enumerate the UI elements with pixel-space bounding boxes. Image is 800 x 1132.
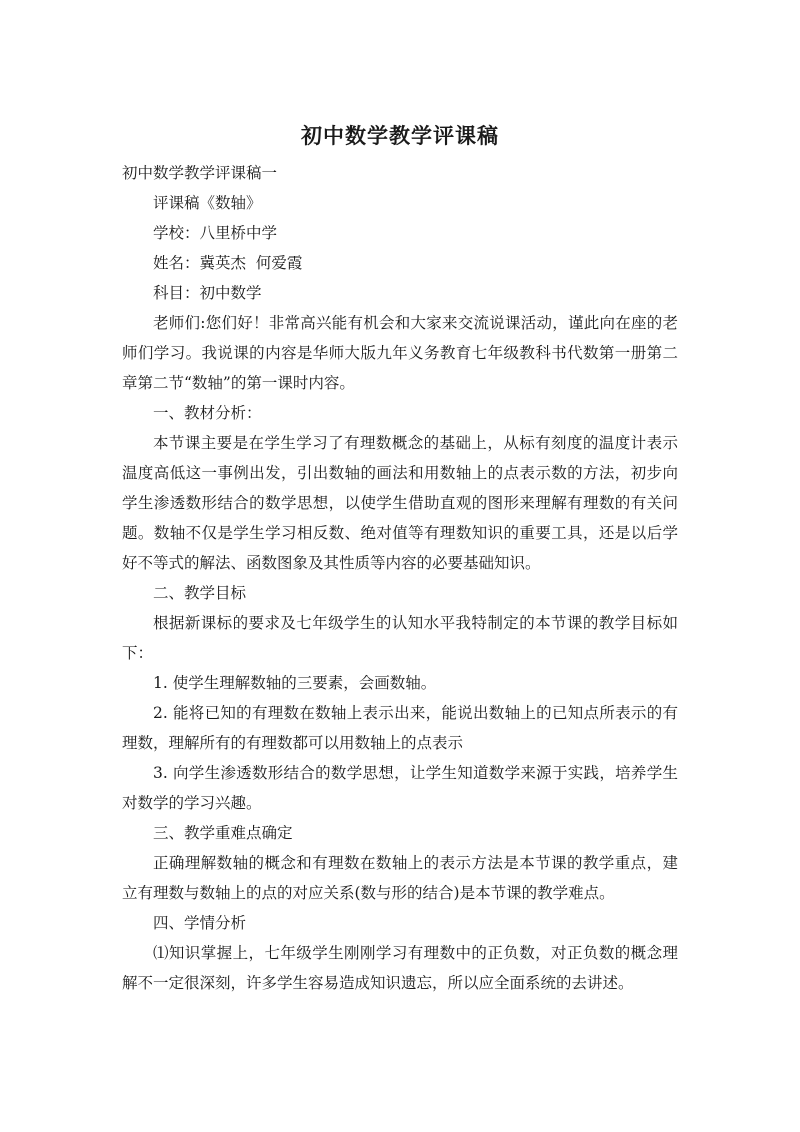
paragraph-name: 姓名：冀英杰 何爱霞 <box>153 254 303 272</box>
section-heading-3: 三、教学重难点确定 <box>153 824 293 842</box>
document-body <box>122 158 678 998</box>
list-item-objective-1: 1. 使学生理解数轴的三要素，会画数轴。 <box>153 674 437 692</box>
paragraph-textbook-analysis: 本节课主要是在学生学习了有理数概念的基础上，从标有刻度的温度计表示温度高低这一事例出发，引出数轴的画法和用数轴上的点表示数的方法，初步向学生渗透数形结合的数学思想，以使学生借助直观的图形来理解有理数的有关问题。数轴不仅是学生学习相反数、绝对值等有理数知识的重要工具，还是以后学好不等式的解法、函数图象及其性质等内容的必要基础知识。 <box>122 434 678 572</box>
paragraph-greeting: 老师们:您们好！非常高兴能有机会和大家来交流说课活动，谨此向在座的老师们学习。我说课的内容是华师大版九年义务教育七年级教科书代数第一册第二章第二节“数轴”的第一课时内容。 <box>122 314 678 392</box>
paragraph-subtitle: 初中数学教学评课稿一 <box>122 164 278 182</box>
paragraph-school: 学校：八里桥中学 <box>153 224 278 242</box>
paragraph-lesson-title: 评课稿《数轴》 <box>153 194 262 212</box>
paragraph-objectives-intro: 根据新课标的要求及七年级学生的认知水平我特制定的本节课的教学目标如下： <box>122 614 678 662</box>
section-heading-1: 一、教材分析： <box>153 404 262 422</box>
section-heading-2: 二、教学目标 <box>153 584 247 602</box>
section-heading-4: 四、学情分析 <box>153 914 247 932</box>
paragraph-subject: 科目：初中数学 <box>153 284 262 302</box>
document-title: 初中数学教学评课稿 <box>301 124 499 148</box>
list-item-objective-2: 2. 能将已知的有理数在数轴上表示出来，能说出数轴上的已知点所表示的有理数，理解所有的有理数都可以用数轴上的点表示 <box>122 704 678 752</box>
paragraph-student-analysis: ⑴知识掌握上，七年级学生刚刚学习有理数中的正负数，对正负数的概念理解不一定很深刻，许多学生容易造成知识遗忘，所以应全面系统的去讲述。 <box>122 944 678 992</box>
list-item-objective-3: 3. 向学生渗透数形结合的数学思想，让学生知道数学来源于实践，培养学生对数学的学习兴趣。 <box>122 764 678 812</box>
paragraph-key-points: 正确理解数轴的概念和有理数在数轴上的表示方法是本节课的教学重点，建立有理数与数轴上的点的对应关系(数与形的结合)是本节课的教学难点。 <box>122 854 678 902</box>
